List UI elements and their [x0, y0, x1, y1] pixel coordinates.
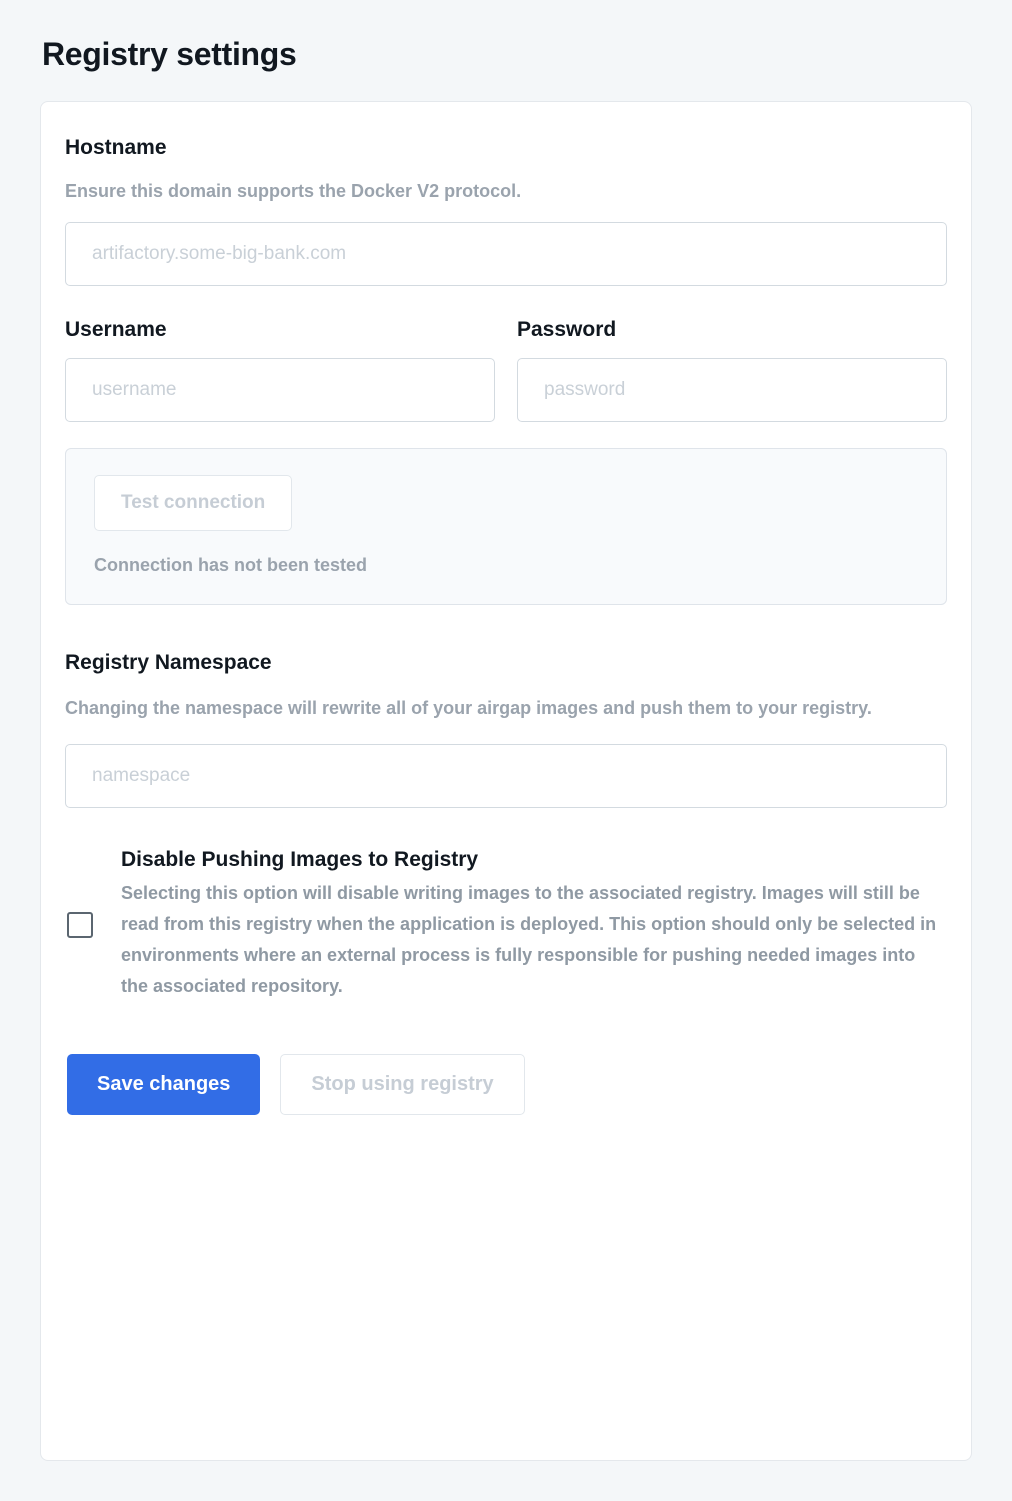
hostname-label: Hostname — [65, 136, 167, 159]
disable-push-content — [121, 848, 947, 1002]
test-connection-status: Connection has not been tested — [94, 555, 368, 576]
hostname-input[interactable] — [65, 222, 947, 286]
namespace-help-text: Changing the namespace will rewrite all of your airgap images and push them to your registry. — [65, 698, 872, 719]
disable-push-title: Disable Pushing Images to Registry — [121, 847, 479, 871]
save-changes-button[interactable]: Save changes — [67, 1054, 260, 1115]
registry-settings-card — [40, 101, 972, 1461]
password-label: Password — [517, 318, 617, 342]
username-input[interactable] — [65, 358, 495, 422]
disable-push-checkbox[interactable] — [67, 912, 93, 938]
form-actions — [65, 1054, 947, 1115]
test-connection-panel — [65, 448, 947, 605]
password-field-group — [517, 318, 947, 422]
password-input[interactable] — [517, 358, 947, 422]
disable-push-row — [65, 848, 947, 1002]
test-connection-button[interactable]: Test connection — [94, 475, 292, 531]
hostname-help-text: Ensure this domain supports the Docker V2 protocol. — [65, 181, 522, 201]
username-field-group — [65, 318, 495, 422]
namespace-section — [65, 651, 947, 808]
username-label: Username — [65, 318, 167, 342]
disable-push-description: Selecting this option will disable writing images to the associated registry. Images will still be read from this registry when the application is deployed. This option should only be selected in environments where an external process is fully responsible for pushing needed images into the associated repository. — [121, 882, 937, 996]
credentials-row — [65, 318, 947, 422]
namespace-label: Registry Namespace — [65, 651, 272, 675]
namespace-input[interactable] — [65, 744, 947, 808]
page-title: Registry settings — [42, 36, 297, 72]
stop-using-registry-button[interactable]: Stop using registry — [280, 1054, 524, 1115]
